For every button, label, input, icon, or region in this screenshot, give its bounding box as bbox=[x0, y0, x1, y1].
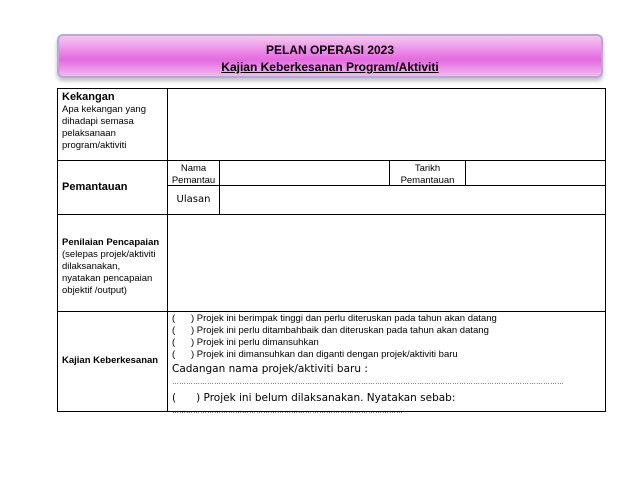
nama-label-2: Pemantau bbox=[171, 175, 216, 186]
kekangan-input-area[interactable] bbox=[168, 89, 605, 160]
kekangan-desc-1: Apa kekangan yang bbox=[62, 104, 146, 115]
tarikh-label-1: Tarikh bbox=[414, 163, 441, 174]
tarikh-pemantauan-label bbox=[390, 163, 465, 187]
kajian-option-2[interactable]: ( ) Projek ini perlu ditambahbaik dan diteruskan pada tahun akan datang bbox=[172, 325, 489, 336]
kekangan-desc-2: dihadapi semasa bbox=[62, 116, 134, 127]
penilaian-desc-3: nyatakan pencapaian bbox=[62, 273, 153, 284]
kajian-option-4[interactable]: ( ) Projek ini dimansuhkan dan diganti dengan projek/aktiviti baru bbox=[172, 349, 458, 360]
kekangan-label: Kekangan bbox=[62, 91, 115, 103]
tarikh-pemantauan-input[interactable] bbox=[466, 161, 605, 185]
penilaian-desc-2: dilaksanakan, bbox=[62, 261, 121, 272]
kajian-label: Kajian Keberkesanan bbox=[62, 355, 159, 366]
penilaian-desc-4: objektif /output) bbox=[62, 285, 127, 296]
table-border-right bbox=[605, 88, 606, 412]
nama-label-1: Nama bbox=[180, 163, 207, 174]
header-banner bbox=[57, 34, 603, 78]
ulasan-label: Ulasan bbox=[176, 194, 211, 205]
ulasan-input[interactable] bbox=[220, 186, 605, 214]
belum-dilaksana-option[interactable]: ( ) Projek ini belum dilaksanakan. Nyatakan sebab: bbox=[172, 392, 456, 404]
table-border-left bbox=[57, 88, 58, 412]
kekangan-desc-4: program/aktiviti bbox=[62, 140, 127, 151]
kekangan-label-cell bbox=[62, 91, 166, 152]
row-divider-3 bbox=[57, 311, 606, 312]
kajian-option-3[interactable]: ( ) Projek ini perlu dimansuhkan bbox=[172, 337, 319, 348]
kajian-option-1[interactable]: ( ) Projek ini berimpak tinggi dan perlu diteruskan pada tahun akan datang bbox=[172, 313, 497, 324]
page-subtitle: Kajian Keberkesanan Program/Aktiviti bbox=[221, 60, 439, 74]
pemantauan-label: Pemantauan bbox=[62, 181, 128, 193]
tarikh-label-2: Pemantauan bbox=[400, 175, 455, 186]
nama-pemantau-label bbox=[168, 163, 219, 187]
penilaian-label-cell bbox=[62, 237, 166, 297]
penilaian-desc-1: (selepas projek/aktiviti bbox=[62, 249, 156, 260]
page-title: PELAN OPERASI 2023 bbox=[265, 43, 395, 57]
penilaian-label: Penilaian Pencapaian bbox=[62, 237, 160, 248]
kajian-options bbox=[172, 313, 602, 417]
penilaian-input-area[interactable] bbox=[168, 215, 605, 311]
cadangan-label: Cadangan nama projek/aktiviti baru : bbox=[172, 363, 368, 375]
nama-pemantau-input[interactable] bbox=[220, 161, 389, 185]
cadangan-dots[interactable]: …………………………………………………………………………………………………………………………………………………… bbox=[172, 379, 564, 386]
kekangan-desc-3: pelaksanaan bbox=[62, 128, 116, 139]
belum-dots[interactable]: ……………………………………………………………………………………… bbox=[172, 408, 403, 415]
